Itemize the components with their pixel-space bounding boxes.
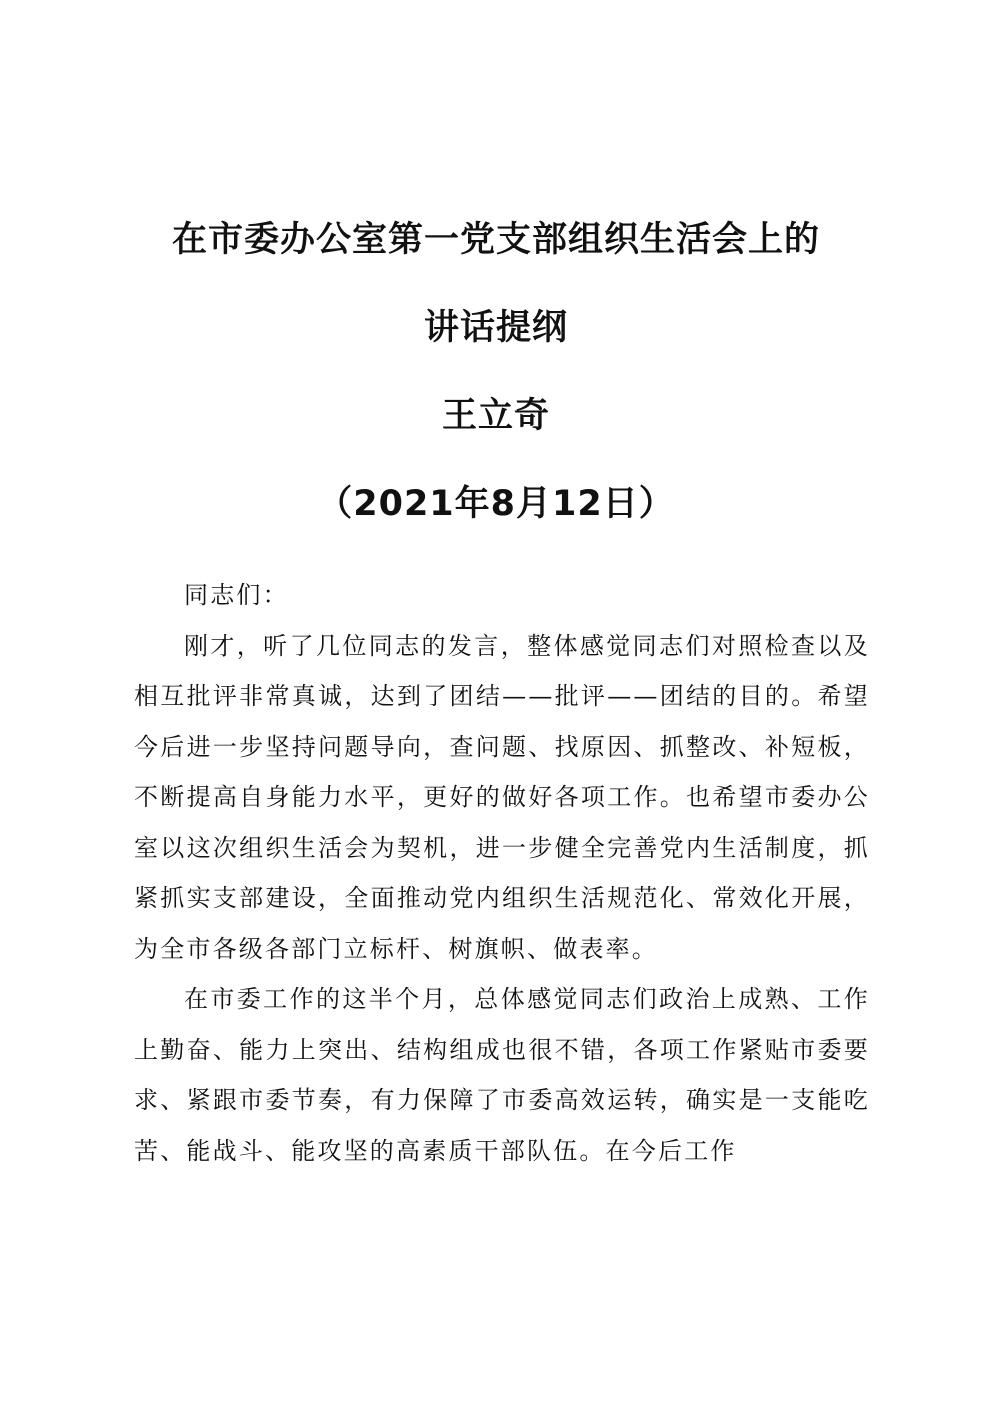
speech-date: （2021年8月12日） bbox=[317, 484, 675, 524]
paragraph-1: 刚才，听了几位同志的发言，整体感觉同志们对照检查以及相互批评非常真诚，达到了团结——批评——团结的目的。希望今后进一步坚持问题导向，查问题、找原因、抓整改、补短板，不断提高自身能力水平，更好的做好各项工作。也希望市委办公室以这次组织生活会为契机，进一步健全完善党内生活制度，抓紧抓实支部建设，全面推动党内组织生活规范化、常效化开展，为全市各级各部门立标杆、树旗帜、做表率。 bbox=[134, 631, 870, 963]
speech-body bbox=[134, 570, 870, 1176]
paragraph-2: 在市委工作的这半个月，总体感觉同志们政治上成熟、工作上勤奋、能力上突出、结构组成也很不错，各项工作紧贴市委要求、紧跟市委节奏，有力保障了市委高效运转，确实是一支能吃苦、能战斗、能攻坚的高素质干部队伍。在今后工作 bbox=[134, 985, 870, 1165]
title-line-2: 讲话提纲 bbox=[423, 308, 568, 348]
salutation: 同志们： bbox=[184, 581, 289, 609]
title-line-1: 在市委办公室第一党支部组织生活会上的 bbox=[171, 220, 820, 260]
author-name: 王立奇 bbox=[441, 396, 550, 436]
